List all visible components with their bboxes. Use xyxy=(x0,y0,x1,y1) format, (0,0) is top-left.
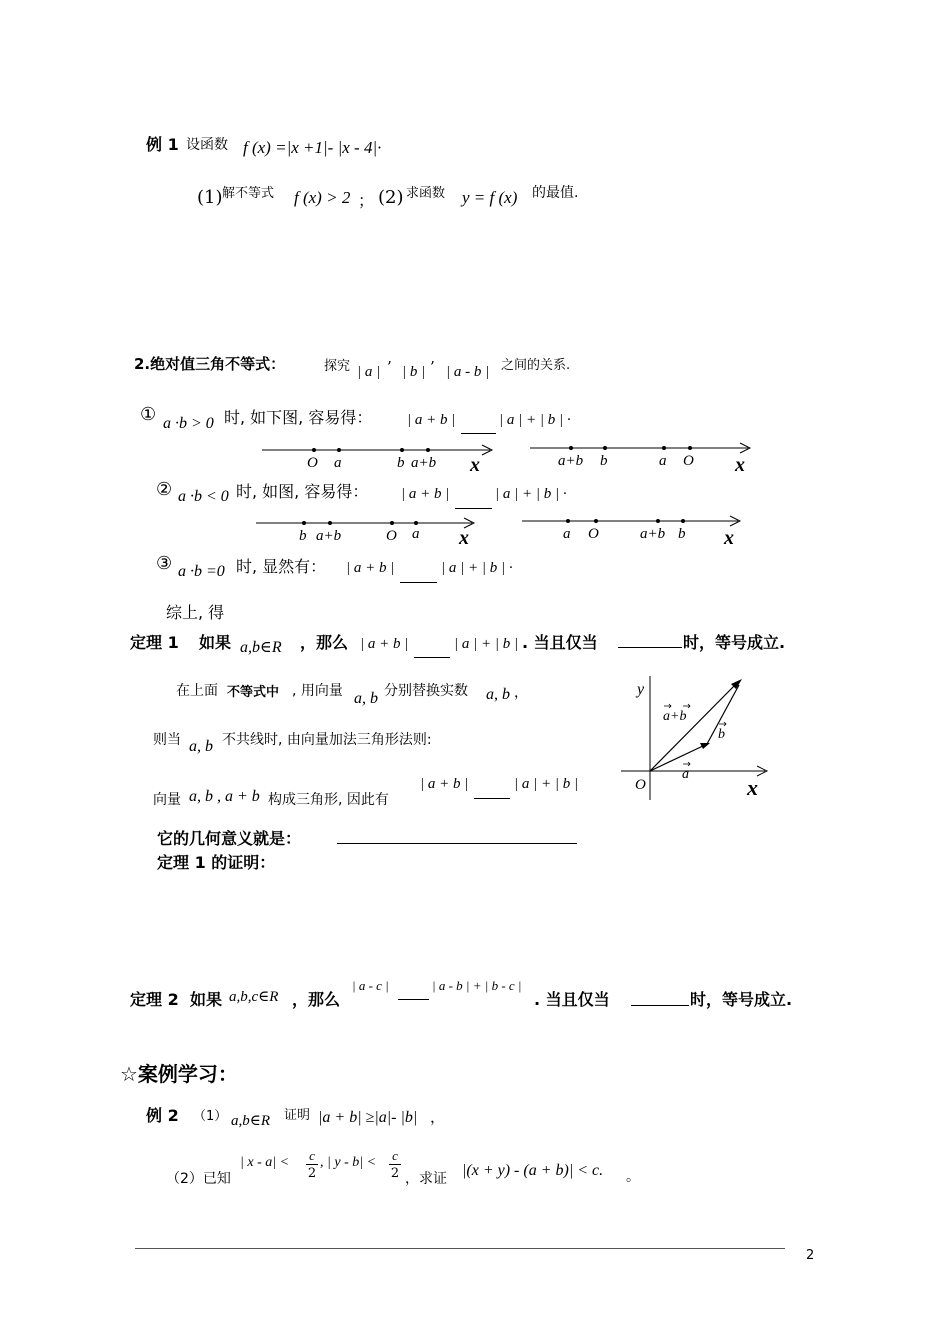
number-line-2-label-o: O xyxy=(683,453,694,469)
number-line-3-point-b xyxy=(302,521,306,525)
number-line-4-x-label: x xyxy=(724,527,734,549)
ex1-part2-text: 求函数 xyxy=(406,186,446,201)
diagram-origin-label: O xyxy=(635,777,646,793)
theorem1-label: 定理 1 xyxy=(130,633,179,652)
case3-number: ③ xyxy=(156,553,173,574)
section2-comma1: ’ xyxy=(387,358,392,376)
ex1-part2-math: y = f (x) xyxy=(462,188,518,207)
number-line-2-label-sum: a+b xyxy=(558,453,584,469)
vector-line3-math: a, b , a + b xyxy=(189,788,260,805)
diagram-a-label: a xyxy=(682,767,689,782)
case3-condition: a ·b =0 xyxy=(178,563,225,580)
footer-rule xyxy=(135,1248,785,1249)
number-line-4-label-sum: a+b xyxy=(640,526,666,542)
number-line-1-label-o: O xyxy=(307,455,318,471)
vector-addition-diagram xyxy=(615,672,795,802)
ex1-part1-math: f (x) > 2 xyxy=(294,188,351,207)
number-line-1-x-label: x xyxy=(470,454,480,476)
theorem1-then: ，那么 xyxy=(300,633,349,652)
section2-abs-a-minus-b: | a - b | xyxy=(446,364,490,380)
ex2-cond-b: , | y - b| < xyxy=(320,1155,377,1170)
theorem2-condition-blank xyxy=(631,991,689,1006)
theorem1-tail: . 当且仅当 xyxy=(522,633,598,652)
ex2-condition: a,b∈R xyxy=(231,1113,271,1129)
case2-left: | a + b | xyxy=(401,486,450,502)
number-line-3-label-a: a xyxy=(412,526,420,542)
section2-explore: 探究 xyxy=(324,359,351,374)
vector-line1-d: 分别替换实数 xyxy=(384,683,468,699)
number-line-2-point-a xyxy=(662,446,666,450)
number-line-2-x-label: x xyxy=(735,454,745,476)
number-line-1-label-sum: a+b xyxy=(411,455,437,471)
ex2-comma: ， xyxy=(430,1108,446,1126)
number-line-2-point-sum xyxy=(569,446,573,450)
number-line-4-label-b: b xyxy=(678,526,686,542)
case2-text: 时, 如图, 容易得： xyxy=(236,482,369,501)
case1-number: ① xyxy=(140,404,157,425)
number-line-3-label-b: b xyxy=(299,528,307,544)
vector-a-arrowhead xyxy=(700,743,710,749)
number-line-4-point-b xyxy=(681,519,685,523)
diagram-sum-label: a+b xyxy=(663,709,687,724)
diagram-y-label: y xyxy=(637,681,645,698)
ex1-function: f (x) =|x +1|- |x - 4|· xyxy=(243,138,382,157)
ex2-frac2-numerator: c xyxy=(389,1148,401,1165)
case2-condition: a ·b < 0 xyxy=(178,488,229,505)
number-line-2-label-a: a xyxy=(659,453,667,469)
theorem1-if: 如果 xyxy=(199,633,232,652)
number-line-4-point-a xyxy=(566,519,570,523)
ex1-part2-number: (2) xyxy=(378,187,404,208)
theorem2-tail: . 当且仅当 xyxy=(534,990,610,1009)
case3-text: 时, 显然有： xyxy=(236,557,327,576)
vector-line1-math2: a, b xyxy=(486,686,510,703)
case3-blank xyxy=(400,568,437,583)
vector-line2-a: 则当 xyxy=(153,732,181,748)
case1-blank xyxy=(461,419,496,434)
section2-abs-a: | a | xyxy=(357,364,381,380)
vector-line2-b: 不共线时, 由向量加法三角形法则: xyxy=(222,732,432,748)
case2-number: ② xyxy=(156,479,173,500)
geometric-meaning-blank xyxy=(337,829,577,844)
section2-comma2: ’ xyxy=(430,358,435,376)
number-line-4-label-a: a xyxy=(563,526,571,542)
number-line-3-label-o: O xyxy=(386,528,397,544)
number-line-1-point-sum xyxy=(426,448,430,452)
case3-left: | a + b | xyxy=(346,560,395,576)
theorem1-left: | a + b | xyxy=(360,636,409,652)
ex2-frac2-denominator: 2 xyxy=(390,1166,400,1181)
diagram-x-label: x xyxy=(747,775,758,800)
vector-line2-math: a, b xyxy=(189,738,213,755)
number-line-3-point-o xyxy=(390,521,394,525)
number-line-4-point-o xyxy=(594,519,598,523)
ex2-part2: （2）已知 xyxy=(166,1171,231,1187)
theorem1-condition-blank xyxy=(618,633,682,648)
vector-line1-a: 在上面 xyxy=(176,683,218,699)
ex2-frac1-denominator: 2 xyxy=(307,1166,317,1181)
vector-line3-b: 构成三角形, 因此有 xyxy=(268,792,389,808)
ex1-part1-sep: ； xyxy=(358,191,375,210)
theorem2-if: 如果 xyxy=(190,990,223,1009)
number-line-2-label-b: b xyxy=(600,453,608,469)
number-line-3-x-label: x xyxy=(459,527,469,549)
number-line-1-point-b xyxy=(400,448,404,452)
number-line-1-point-a xyxy=(337,448,341,452)
ex1-part2-tail: 的最值. xyxy=(532,185,579,201)
number-line-3-label-sum: a+b xyxy=(316,528,342,544)
case1-text: 时, 如下图, 容易得： xyxy=(224,408,373,427)
theorem1-right: | a | + | b | xyxy=(454,636,519,652)
geometric-meaning-label: 它的几何意义就是： xyxy=(157,829,302,848)
number-line-1-point-o xyxy=(312,448,316,452)
section2-abs-b: | b | xyxy=(402,364,426,380)
ex1-label: 例 1 xyxy=(146,135,179,154)
vector-line1-c: , 用向量 xyxy=(292,683,343,699)
case1-right: | a | + | b | · xyxy=(499,412,571,428)
number-line-3-point-a xyxy=(414,521,418,525)
ex2-prove2: ，求证 xyxy=(405,1171,447,1187)
case2-blank xyxy=(455,494,492,509)
ex2-label: 例 2 xyxy=(146,1106,179,1125)
case1-condition: a ·b > 0 xyxy=(163,415,214,432)
number-line-4-label-o: O xyxy=(588,526,599,542)
number-line-3-point-sum xyxy=(328,521,332,525)
vector-line1-b: 不等式中 xyxy=(227,685,280,700)
number-line-row2 xyxy=(250,511,790,553)
ex2-prove: 证明 xyxy=(284,1108,311,1123)
case3-right: | a | + | b | · xyxy=(441,560,513,576)
summary-text: 综上, 得 xyxy=(166,603,225,622)
page-number: 2 xyxy=(806,1248,815,1263)
section2-tail: 之间的关系. xyxy=(501,358,571,373)
vector-line3-a: 向量 xyxy=(153,792,181,808)
vector-a-line xyxy=(650,745,705,771)
theorem2-tail2: 时，等号成立. xyxy=(690,990,793,1009)
theorem2-then: ，那么 xyxy=(292,990,341,1009)
case-study-heading: ☆案例学习： xyxy=(120,1062,238,1086)
number-line-2-point-o xyxy=(688,446,692,450)
vector-line3-blank xyxy=(474,784,510,799)
theorem1-blank xyxy=(414,643,450,658)
ex1-intro: 设函数 xyxy=(186,137,228,153)
ex2-end: 。 xyxy=(626,1169,640,1185)
number-line-1-label-a: a xyxy=(334,455,342,471)
section2-heading: 2.绝对值三角不等式： xyxy=(134,355,286,373)
theorem1-proof-heading: 定理 1 的证明： xyxy=(157,853,276,872)
number-line-row1 xyxy=(250,438,790,480)
vector-line1-e: ， xyxy=(514,685,528,701)
theorem2-right: | a - b | + | b - c | xyxy=(432,978,522,993)
ex2-part1: （1） xyxy=(193,1109,228,1124)
vector-line3-right: | a | + | b | xyxy=(514,776,579,792)
case1-left: | a + b | xyxy=(407,412,456,428)
vector-line3-left: | a + b | xyxy=(420,776,469,792)
diagram-b-label: b xyxy=(718,727,725,742)
number-line-1-label-b: b xyxy=(397,455,405,471)
theorem1-condition: a,b∈R xyxy=(240,639,282,656)
ex2-inequality: |a + b| ≥|a|- |b| xyxy=(318,1109,418,1126)
theorem2-left: | a - c | xyxy=(352,978,389,993)
case2-right: | a | + | b | · xyxy=(495,486,567,502)
ex2-cond-a: | x - a| < xyxy=(240,1155,290,1170)
theorem2-condition: a,b,c∈R xyxy=(229,989,279,1005)
theorem1-tail2: 时，等号成立. xyxy=(683,633,786,652)
ex2-conclusion: |(x + y) - (a + b)| < c. xyxy=(462,1162,604,1179)
theorem2-label: 定理 2 xyxy=(130,990,179,1009)
vector-line1-math: a, b xyxy=(354,690,378,707)
ex1-part1-number: (1) xyxy=(197,187,223,208)
number-line-2-point-b xyxy=(603,446,607,450)
ex2-frac1-numerator: c xyxy=(306,1148,318,1165)
number-line-4-point-sum xyxy=(656,519,660,523)
theorem2-blank xyxy=(398,985,429,1000)
ex1-part1-text: 解不等式 xyxy=(222,186,275,201)
